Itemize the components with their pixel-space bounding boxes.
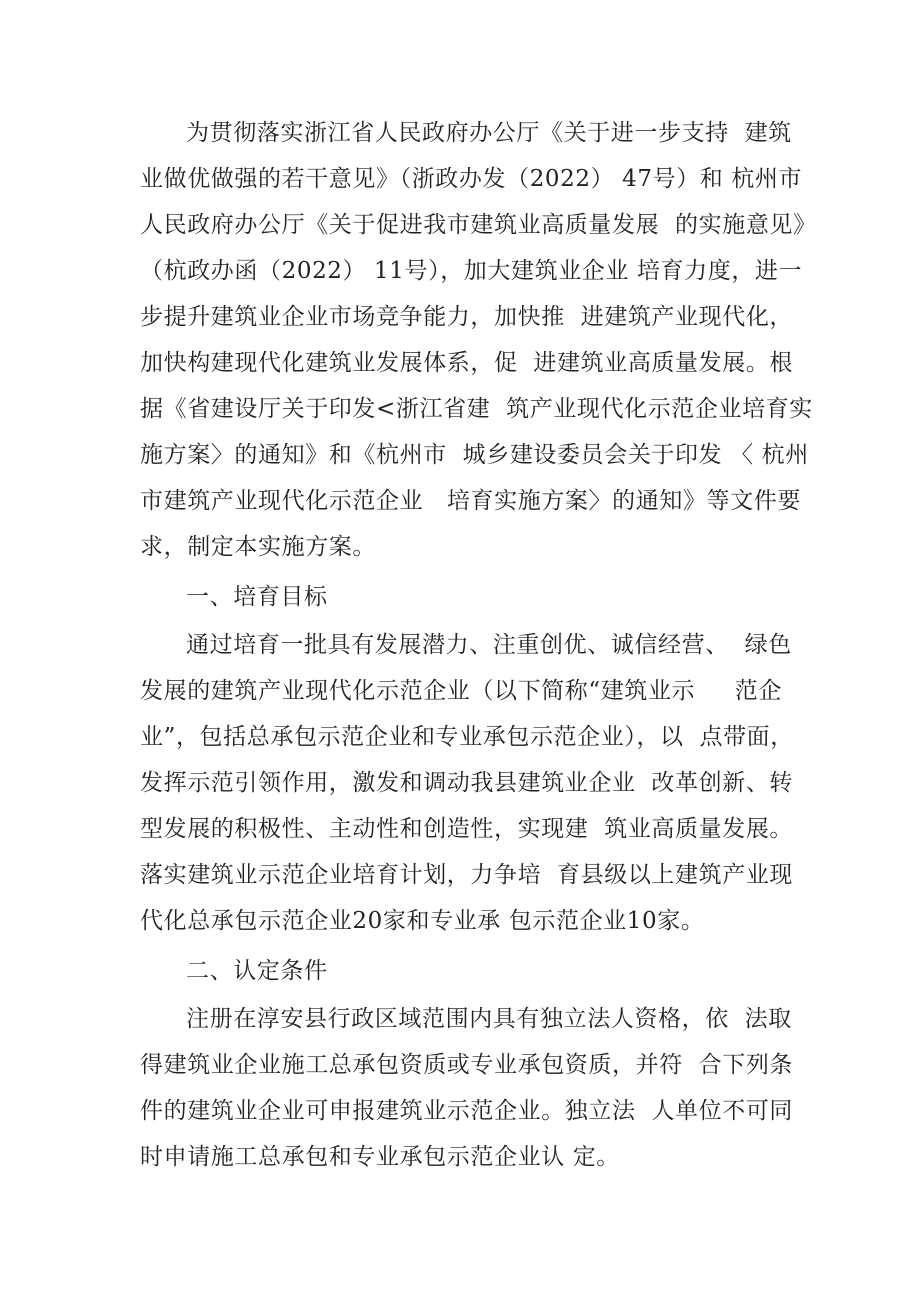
section-heading-certification-conditions: 二、认定条件: [186, 958, 328, 984]
section2-paragraph-line-1: 注册在淳安县行政区域范围内具有独立法人资格，依 法取: [186, 1006, 792, 1032]
section2-paragraph-line-2: 得建筑业企业施工总承包资质或专业承包资质，并符 合下列条: [140, 1052, 794, 1078]
intro-paragraph-line-6: 加快构建现代化建筑业发展体系，促 进建筑业高质量发展。根: [140, 350, 794, 376]
intro-paragraph-line-10: 求，制定本实施方案。: [140, 534, 376, 560]
intro-paragraph-line-8: 施方案〉的通知》和《杭州市 城乡建设委员会关于印发 〈 杭州: [140, 442, 809, 468]
section1-paragraph-line-7: 代化总承包示范企业20家和专业承 包示范企业10家。: [140, 908, 705, 934]
section1-paragraph-line-1: 通过培育一批具有发展潜力、注重创优、诚信经营、 绿色: [186, 632, 792, 658]
section2-paragraph-line-3: 件的建筑业企业可申报建筑业示范企业。独立法 人单位不可同: [140, 1098, 794, 1124]
intro-paragraph-line-2: 业做优做强的若干意见》（浙政办发（2022） 47号）和 杭州市: [140, 166, 803, 192]
intro-paragraph-line-5: 步提升建筑业企业市场竞争能力，加快推 进建筑产业现代化，: [140, 304, 794, 330]
section-heading-training-goal: 一、培育目标: [186, 584, 328, 610]
section1-paragraph-line-4: 发挥示范引领作用，激发和调动我县建筑业企业 改革创新、转: [140, 770, 794, 796]
section1-paragraph-line-6: 落实建筑业示范企业培育计划，力争培 育县级以上建筑产业现: [140, 862, 794, 888]
section1-paragraph-line-2: 发展的建筑产业现代化示范企业（以下简称“建筑业示 范企: [140, 678, 782, 704]
intro-paragraph-line-7: 据《省建设厅关于印发<浙江省建 筑产业现代化示范企业培育实: [140, 396, 813, 422]
section1-paragraph-line-3: 业”，包括总承包示范企业和专业承包示范企业），以 点带面，: [140, 724, 794, 750]
intro-paragraph-line-3: 人民政府办公厅《关于促进我市建筑业高质量发展 的实施意见》: [140, 212, 817, 238]
section1-paragraph-line-5: 型发展的积极性、主动性和创造性，实现建 筑业高质量发展。: [140, 816, 794, 842]
intro-paragraph-line-1: 为贯彻落实浙江省人民政府办公厅《关于进一步支持 建筑: [186, 120, 792, 146]
section2-paragraph-line-4: 时申请施工总承包和专业承包示范企业认 定。: [140, 1144, 620, 1170]
intro-paragraph-line-4: （杭政办函（2022） 11号），加大建筑业企业 培育力度，进一: [140, 258, 803, 284]
intro-paragraph-line-9: 市建筑产业现代化示范企业 培育实施方案〉的通知》等文件要: [140, 488, 801, 514]
